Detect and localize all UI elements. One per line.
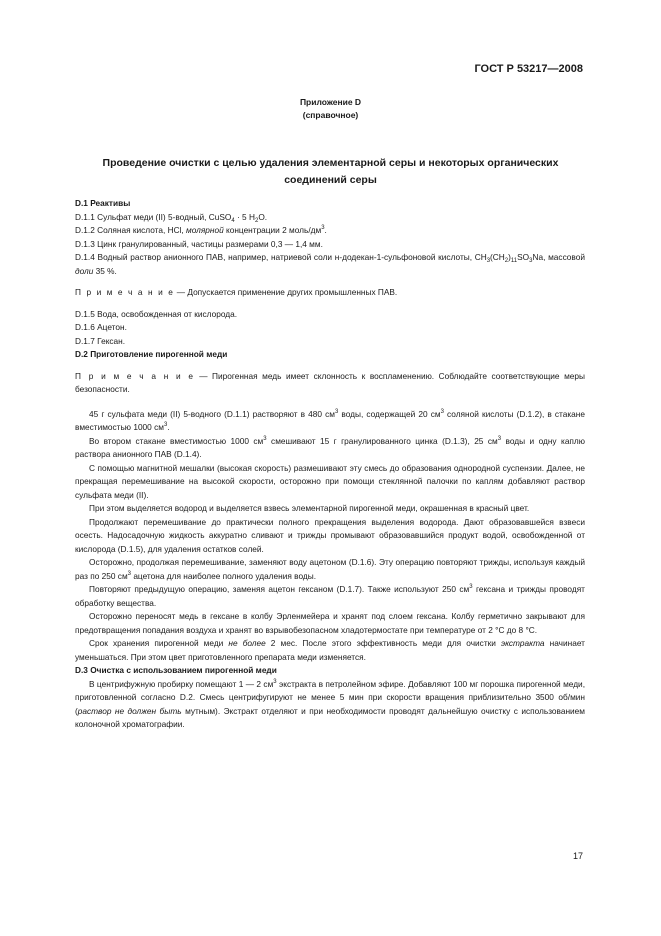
section-d1-heading: D.1 Реактивы <box>75 198 131 208</box>
item-d1-3: D.1.3 Цинк гранулированный, частицы размерами 0,3 — 1,4 мм. <box>75 238 323 249</box>
annex-title: Приложение D <box>299 97 362 107</box>
paragraph-d2-8: Осторожно переносят медь в гексане в колбу Эрленмейера и хранят под слоем гексана. Колбу герметично закрывают для предотвращения попадания воздуха и хранят во взрывобезопасном хладотермостате при температуре от 2 °С до 8 °С. <box>75 611 585 635</box>
paragraph-d2-2: Во втором стакане вместимостью 1000 $см^3$ смешивают 15 г гранулированного цинка (D.1.3), 25 $см^3$ воды и одну каплю раствора анионного ПАВ (D.1.4). <box>75 435 585 459</box>
section-d3-heading: D.3 Очистка с использованием пирогенной меди <box>75 665 277 675</box>
paragraph-d2-3: С помощью магнитной мешалки (высокая скорость) размешивают эту смесь до образования однородной суспензии. Далее, не прекращая перемешивание на высокой скорости, осторожно при помощи стеклянной палочки по каплям добавляют раствор сульфата меди (II). <box>75 462 585 500</box>
item-d1-4: D.1.4 Водный раствор анионного ПАВ, например, натриевой соли н-додекан-1-сульфоновой кислоты, $CH_3(CH_2)_{11}SO_3Na$, массовой доли 35 %. <box>75 252 585 276</box>
paragraph-d2-1: 45 г сульфата меди (II) 5-водного (D.1.1) растворяют в 480 $см^3$ воды, содержащей 20 $см^3$ соляной кислоты (D.1.2), в стакане вместимостью 1000 $см^3$. <box>75 408 585 432</box>
document-title <box>60 155 601 189</box>
annex-subtitle: (справочное) <box>302 110 359 120</box>
paragraph-d2-7: Повторяют предыдущую операцию, заменяя ацетон гексаном (D.1.7). Также используют 250 $см^3$ гексана и трижды проводят обработку вещества. <box>75 584 585 608</box>
section-d2-heading: D.2 Приготовление пирогенной меди <box>75 349 228 359</box>
paragraph-d2-4: При этом выделяется водород и выделяется взвесь элементарной пирогенной меди, окрашенная в красный цвет. <box>89 503 530 513</box>
paragraph-d2-6: Осторожно, продолжая перемешивание, заменяют воду ацетоном (D.1.6). Эту операцию повторяют трижды, используя каждый раз по 250 $см^3$ ацетона для наиболее полного удаления воды. <box>75 557 585 581</box>
title-line-1: Проведение очистки с целью удаления элементарной серы и некоторых органических <box>102 157 559 169</box>
item-d1-6: D.1.6 Ацетон. <box>75 322 127 332</box>
title-line-2: соединений серы <box>284 174 377 186</box>
note-d2: П р и м е ч а н и е — Пирогенная медь имеет склонность к воспламенению. Соблюдайте соответствующие меры безопасности. <box>75 370 585 394</box>
page-number: 17 <box>572 851 583 861</box>
paragraph-d2-5: Продолжают перемешивание до практически полного прекращения выделения водорода. Дают образовавшейся взвеси осесть. Надосадочную жидкость аккуратно сливают и трижды промывают образовавшийся продукт водой, освобожденной от кислорода (D.1.5), для удаления остатков солей. <box>75 516 585 554</box>
paragraph-d3-1: В центрифужную пробирку помещают 1 — 2 $см^3$ экстракта в петролейном эфире. Добавляют 100 мг порошка пирогенной меди, приготовленной согласно D.2. Смесь центрифугируют не менее 5 мин при скорости вращения приблизительно 3500 об/мин (раствор не должен быть мутным). Экстракт отделяют и при необходимости проводят дальнейшую очистку с использованием колоночной хроматографии. <box>75 678 585 729</box>
item-d1-7: D.1.7 Гексан. <box>75 335 126 346</box>
standard-number: ГОСТ Р 53217—2008 <box>474 63 583 75</box>
item-d1-2: D.1.2 Соляная кислота, HCl, молярной концентрации 2 моль/$дм^3$. <box>75 225 327 235</box>
item-d1-5: D.1.5 Вода, освобожденная от кислорода. <box>75 308 238 319</box>
item-d1-1: D.1.1 Сульфат меди (II) 5-водный, CuSO$_4$ · 5 $H_2O$. <box>75 211 268 224</box>
paragraph-d2-9: Срок хранения пирогенной меди не более 2 мес. После этого эффективность меди для очистки экстракта начинает уменьшаться. При этом цвет приготовленного препарата меди изменяется. <box>75 638 585 662</box>
note-d1: П р и м е ч а н и е — Допускается применение других промышленных ПАВ. <box>75 287 398 297</box>
document-body <box>75 197 585 732</box>
